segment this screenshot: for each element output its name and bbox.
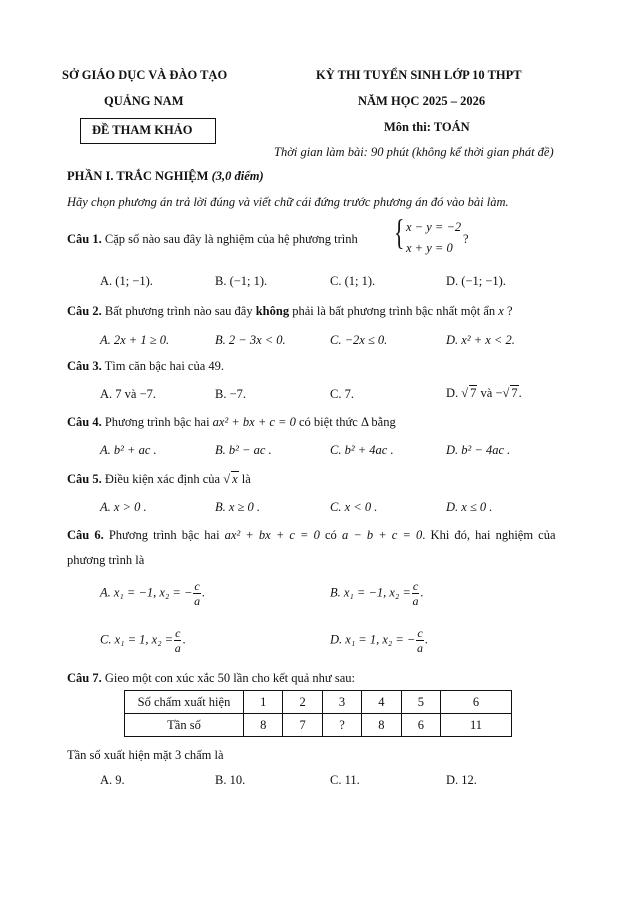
part1-title: PHẦN I. TRẮC NGHIỆM xyxy=(67,169,209,183)
table-cell: 6 xyxy=(441,691,512,714)
q1-system: { x − y = −2 x + y = 0 xyxy=(394,212,462,255)
q4-eq: ax² + bx + c = 0 xyxy=(212,415,296,429)
q2-option-d: D. x² + x < 2. xyxy=(446,333,515,347)
table-cell: 3 xyxy=(322,691,361,714)
q3-option-a: A. 7 và −7. xyxy=(100,387,156,401)
sqrt-icon: √ xyxy=(461,386,469,400)
q2-option-a: A. 2x + 1 ≥ 0. xyxy=(100,333,170,347)
table-cell: 4 xyxy=(362,691,401,714)
time-note: Thời gian làm bài: 90 phút (không kể thời gian phát đề) xyxy=(274,145,554,159)
table-cell: 8 xyxy=(244,714,283,737)
q3-text xyxy=(67,359,224,374)
q2-text-a: Bất phương trình nào sau đây xyxy=(104,304,253,318)
part1-points: (3,0 điểm) xyxy=(211,169,264,183)
table-cell: 7 xyxy=(283,714,322,737)
table-cell: ? xyxy=(322,714,361,737)
sqrt-icon: √ xyxy=(223,472,231,486)
q7-question: Gieo một con xúc xắc 50 lần cho kết quả như sau: xyxy=(104,671,355,685)
dept-line1: SỞ GIÁO DỤC VÀ ĐÀO TẠO xyxy=(62,68,228,82)
q3-option-d: D. √ 7 và −√ 7. xyxy=(446,386,522,400)
q4-option-c: C. b² + 4ac . xyxy=(330,443,394,457)
q5-text: Câu 5. Điều kiện xác định của √ x là xyxy=(67,472,251,486)
q5-option-d: D. x ≤ 0 . xyxy=(446,500,493,514)
q5-text-b: là xyxy=(241,472,251,486)
q6-text-d: phương trình là xyxy=(67,553,145,567)
exam-type: ĐỀ THAM KHẢO xyxy=(92,123,193,137)
table-cell: 11 xyxy=(441,714,512,737)
q7-label: Câu 7. xyxy=(67,671,102,685)
school-year: NĂM HỌC 2025 – 2026 xyxy=(358,94,486,108)
q6-text-b: có xyxy=(325,528,337,542)
q1-qmark: ? xyxy=(463,232,469,246)
q5-option-b: B. x ≥ 0 . xyxy=(215,500,261,514)
table-cell: 6 xyxy=(401,714,440,737)
q3-label: Câu 3. xyxy=(67,359,102,373)
q4-text-a: Phương trình bậc hai xyxy=(104,415,210,429)
q7-option-a: A. 9. xyxy=(100,773,125,787)
table-header: Tần số xyxy=(125,714,244,737)
q4-label: Câu 4. xyxy=(67,415,102,429)
frequency-table xyxy=(124,690,512,737)
q5-option-a: A. x > 0 . xyxy=(100,500,147,514)
q2-option-b: B. 2 − 3x < 0. xyxy=(215,333,286,347)
q1-option-b: B. (−1; 1). xyxy=(215,274,268,288)
q6-option-d: D. x₁ = 1, x₂ = − $\frac{c}{a}$ . xyxy=(330,626,428,655)
q4-option-a: A. b² + ac . xyxy=(100,443,157,457)
q5-option-c: C. x < 0 . xyxy=(330,500,378,514)
table-cell: 5 xyxy=(401,691,440,714)
subject: Môn thi: TOÁN xyxy=(384,120,470,134)
q7-option-b: B. 10. xyxy=(215,773,246,787)
q6-cond: a − b + c = 0 xyxy=(341,528,423,542)
q4-option-b: B. b² − ac . xyxy=(215,443,272,457)
q1-eq2: x + y = 0 xyxy=(406,241,453,255)
q2-label: Câu 2. xyxy=(67,304,102,318)
q6-text-a: Phương trình bậc hai xyxy=(108,528,220,542)
q3-option-b: B. −7. xyxy=(215,387,247,401)
q1-eq1: x − y = −2 xyxy=(406,220,462,234)
q1-question: Cặp số nào sau đây là nghiệm của hệ phương trình xyxy=(104,232,358,246)
q5-text-a: Điều kiện xác định của xyxy=(104,472,221,486)
q2-text xyxy=(67,304,513,319)
sqrt-icon: √ xyxy=(502,386,510,400)
table-cell: 2 xyxy=(283,691,322,714)
q7-after: Tần số xuất hiện mặt 3 chấm là xyxy=(67,748,224,762)
exam-title: KỲ THI TUYỂN SINH LỚP 10 THPT xyxy=(316,68,522,82)
q2-text-b: phải là bất phương trình bậc nhất một ẩn xyxy=(292,304,496,318)
q4-option-d: D. b² − 4ac . xyxy=(446,443,511,457)
q7-option-d: D. 12. xyxy=(446,773,477,787)
q6-eq: ax² + bx + c = 0 xyxy=(224,528,320,542)
q6-option-c: C. x₁ = 1, x₂ = $\frac{c}{a}$ . xyxy=(100,626,186,655)
q4-text xyxy=(67,415,396,430)
part1-instruction: Hãy chọn phương án trả lời đúng và viết chữ cái đứng trước phương án đó vào bài làm. xyxy=(67,195,509,209)
q3-question: Tìm căn bậc hai của 49. xyxy=(104,359,225,373)
q3-option-c: C. 7. xyxy=(330,387,354,401)
q6-option-b: B. x₁ = −1, x₂ = $\frac{c}{a}$ . xyxy=(330,579,424,608)
q6-option-a: A. x₁ = −1, x₂ = − $\frac{c}{a}$ . xyxy=(100,579,205,608)
q7-text xyxy=(67,671,355,686)
part1-heading xyxy=(67,169,264,184)
table-header: Số chấm xuất hiện xyxy=(125,691,244,714)
table-row xyxy=(125,691,512,714)
q7-option-c: C. 11. xyxy=(330,773,360,787)
q6-text xyxy=(67,528,572,543)
table-cell: 1 xyxy=(244,691,283,714)
q1-option-a: A. (1; −1). xyxy=(100,274,153,288)
table-row xyxy=(125,714,512,737)
q2-text-bold: không xyxy=(255,304,290,318)
q5-label: Câu 5. xyxy=(67,472,102,486)
q1-option-c: C. (1; 1). xyxy=(330,274,376,288)
q2-var: x xyxy=(498,304,504,318)
q2-option-c: C. −2x ≤ 0. xyxy=(330,333,388,347)
q4-text-b: có biệt thức Δ bằng xyxy=(299,415,396,429)
table-cell: 8 xyxy=(362,714,401,737)
q1-label: Câu 1. xyxy=(67,232,102,246)
q6-label: Câu 6. xyxy=(67,528,104,542)
q2-qmark: ? xyxy=(506,304,513,318)
q1-text xyxy=(67,232,358,247)
dept-line2: QUẢNG NAM xyxy=(104,94,184,108)
q1-option-d: D. (−1; −1). xyxy=(446,274,506,288)
q6-text-c: . Khi đó, hai nghiệm của xyxy=(422,528,556,542)
